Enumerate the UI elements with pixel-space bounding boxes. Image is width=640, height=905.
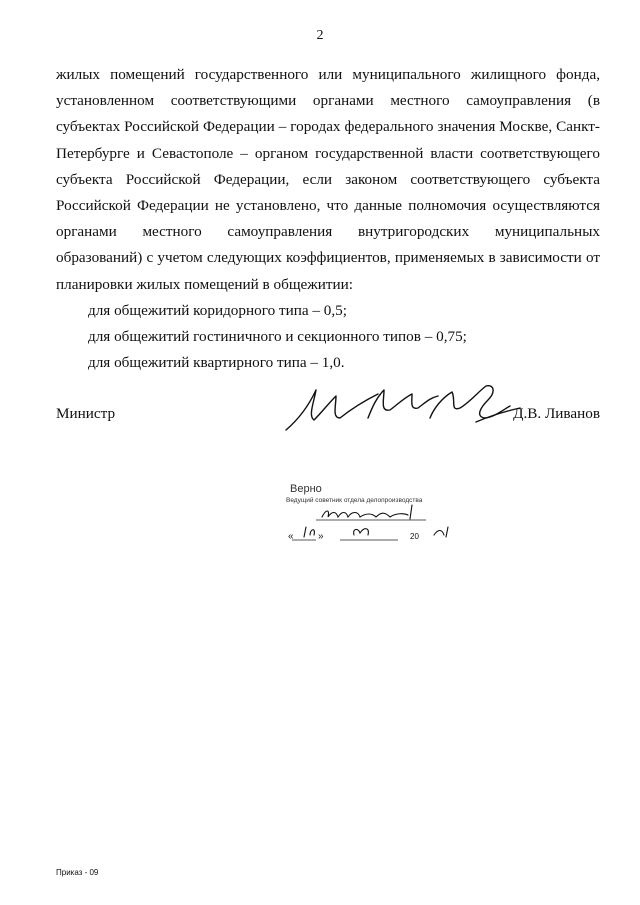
document-body: [56, 62, 600, 376]
stamp-handwriting: [286, 483, 486, 545]
coefficient-apartment: для общежитий квартирного типа – 1,0.: [88, 354, 345, 372]
svg-text:20: 20: [410, 532, 419, 541]
stamp-role: Ведущий советник отдела делопроизводства: [286, 497, 423, 504]
coefficient-corridor: для общежитий коридорного типа – 0,5;: [88, 301, 347, 319]
coefficient-hotel-section: для общежитий гостиничного и секционного типов – 0,75;: [88, 328, 467, 346]
page-number: 2: [316, 28, 324, 43]
signer-name: Д.В. Ливанов: [513, 405, 600, 422]
svg-text:«: «: [288, 531, 294, 542]
main-paragraph: жилых помещений государственного или муниципального жилищного фонда, установленном соответствующими органами местного самоуправления (в субъектах Российской Федерации – городах федерального значения Москве, Санкт-Петербурге и Севастополе – органом государственной власти соответствующего субъекта Российской Федерации, если законом соответствующего субъекта Российской Федерации не установлено, что данные полномочия осуществляются органами местного самоуправления внутригородских муниципальных образований) с учетом следующих коэффициентов, применяемых в зависимости от планировки жилых помещений в общежитии:: [56, 66, 600, 293]
signer-position: Министр: [56, 405, 116, 422]
svg-text:»: »: [318, 531, 324, 542]
handwritten-signature: [280, 378, 540, 438]
certification-stamp: [286, 483, 486, 545]
stamp-title: Верно: [290, 483, 322, 495]
footer-code: Приказ - 09: [56, 868, 99, 877]
